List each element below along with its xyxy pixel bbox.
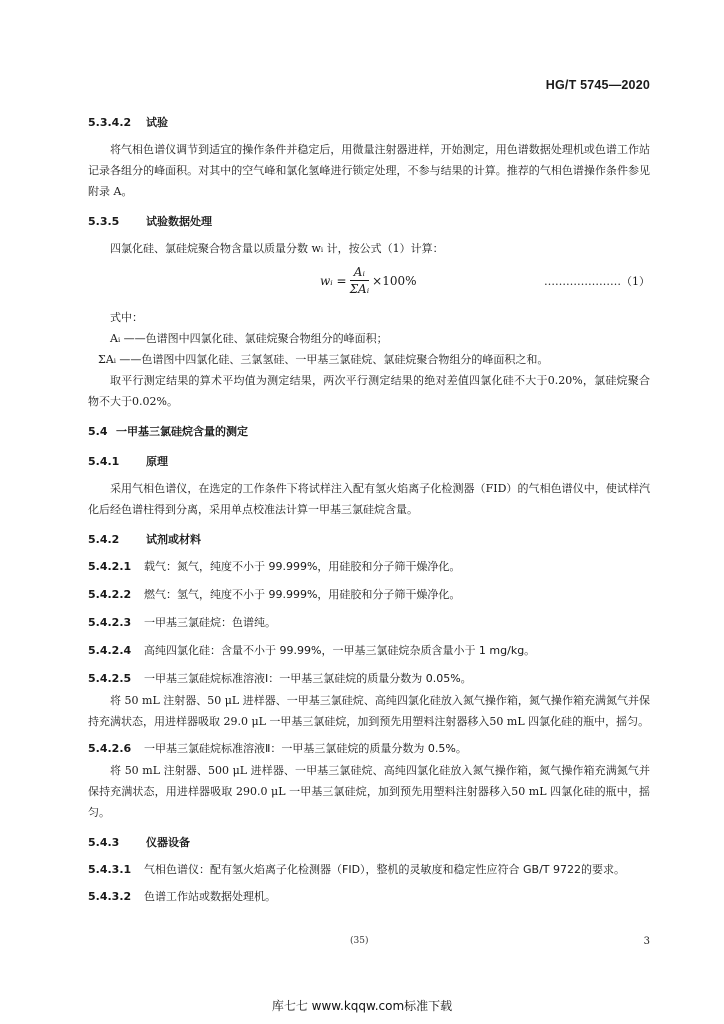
formula-number: …………………（1） [544,275,650,288]
section-number: 5.4.1 [88,455,120,468]
item-5-4-2-1 [88,556,650,578]
formula-numerator: Aᵢ [350,265,369,281]
item-5-4-2-6-body: 将 50 mL 注射器、500 μL 进样器、一甲基三氯硅烷、高纯四氯化硅放入氮气操作箱，氮气操作箱充满氮气并保持充满状态，用进样器吸取 290.0 μL 一甲基三氯硅烷，加到预先用塑料注射器移入50 mL 四氯化硅的瓶中，摇匀。 [88,764,650,819]
section-5-4-1-body: 采用气相色谱仪，在选定的工作条件下将试样注入配有氢火焰离子化检测器（FID）的气相色谱仪中，使试样汽化后经色谱柱得到分离，采用单点校准法计算一甲基三氯硅烷含量。 [88,482,650,516]
item-number: 5.4.2.5 [88,672,132,685]
item-5-4-2-6 [88,738,650,760]
footer-page-marker: (35) [350,936,369,946]
section-title: 仪器设备 [146,836,190,849]
item-text: 高纯四氯化硅：含量不小于 99.99%，一甲基三氯硅烷杂质含量小于 1 mg/kg。 [144,644,536,657]
section-number: 5.4.2 [88,533,120,546]
item-number: 5.4.2.6 [88,742,132,755]
section-number: 5.4 [88,425,108,438]
item-5-4-3-1 [88,859,650,880]
item-number: 5.4.2.4 [88,644,132,657]
formula-rhs: ×100% [372,273,417,288]
section-number: 5.3.5 [88,215,120,228]
document-body [88,113,650,908]
section-5-4-1-heading [88,452,650,472]
result-rule: 取平行测定结果的算术平均值为测定结果，两次平行测定结果的绝对差值四氯化硅不大于0.20%，氯硅烷聚合物不大于0.02%。 [88,374,650,408]
section-5-3-4-2-body: 将气相色谱仪调节到适宜的操作条件并稳定后，用微量注射器进样，开始测定，用色谱数据处理机或色谱工作站记录各组分的峰面积。对其中的空气峰和氯化氢峰进行锁定处理，不参与结果的计算。推荐的气相色谱操作条件参见附录 A。 [88,143,650,198]
section-5-4-2-heading [88,530,650,550]
item-text: 色谱工作站或数据处理机。 [144,890,276,903]
item-text: 气相色谱仪：配有氢火焰离子化检测器（FID），整机的灵敏度和稳定性应符合 GB/T 9722的要求。 [144,863,626,876]
where-item-1: Aᵢ ——色谱图中四氯化硅、氯硅烷聚合物组分的峰面积； [110,332,388,345]
item-5-4-2-4 [88,640,650,662]
section-5-4-3-heading [88,833,650,853]
item-number: 5.4.3.2 [88,890,132,903]
section-number: 5.3.4.2 [88,116,132,129]
section-5-3-4-2-heading [88,113,650,133]
section-5-3-5-heading [88,212,650,232]
item-5-4-2-3 [88,612,650,634]
item-5-4-2-5 [88,668,650,690]
item-text: 一甲基三氯硅烷标准溶液Ⅱ：一甲基三氯硅烷的质量分数为 0.5%。 [144,742,467,755]
section-title: 试剂或材料 [146,533,201,546]
download-watermark: 库七七 www.kqqw.com标准下载 [271,999,453,1013]
section-title: 原理 [146,455,168,468]
section-title: 试验数据处理 [146,215,212,228]
where-label: 式中： [110,311,143,324]
section-title: 试验 [146,116,168,129]
formula-1 [88,259,650,307]
standard-code: HG/T 5745—2020 [545,78,650,92]
item-number: 5.4.2.2 [88,588,132,601]
item-number: 5.4.3.1 [88,863,132,876]
item-text: 载气：氮气，纯度不小于 99.999%，用硅胶和分子筛干燥净化。 [144,560,461,573]
calculation-intro: 四氯化硅、氯硅烷聚合物含量以质量分数 wᵢ 计，按公式（1）计算： [110,242,444,255]
formula-lhs: wᵢ = [320,273,347,288]
item-5-4-2-5-body: 将 50 mL 注射器、50 μL 进样器、一甲基三氯硅烷、高纯四氯化硅放入氮气操作箱，氮气操作箱充满氮气并保持充满状态，用进样器吸取 29.0 μL 一甲基三氯硅烷，加到预先用塑料注射器移入50 mL 四氯化硅的瓶中，摇匀。 [88,694,650,728]
where-item-2: ΣAᵢ ——色谱图中四氯化硅、三氯氢硅、一甲基三氯硅烷、氯硅烷聚合物组分的峰面积之和。 [98,353,549,366]
item-5-4-2-2 [88,584,650,606]
item-5-4-3-2 [88,886,650,908]
item-text: 一甲基三氯硅烷：色谱纯。 [144,616,276,629]
item-number: 5.4.2.1 [88,560,132,573]
section-title: 一甲基三氯硅烷含量的测定 [116,425,248,438]
section-5-4-heading [88,422,650,442]
section-number: 5.4.3 [88,836,120,849]
page-number: 3 [643,936,650,947]
item-number: 5.4.2.3 [88,616,132,629]
item-text: 一甲基三氯硅烷标准溶液Ⅰ：一甲基三氯硅烷的质量分数为 0.05%。 [144,672,472,685]
formula-denominator: ΣAᵢ [349,282,370,296]
item-text: 燃气：氢气，纯度不小于 99.999%，用硅胶和分子筛干燥净化。 [144,588,461,601]
